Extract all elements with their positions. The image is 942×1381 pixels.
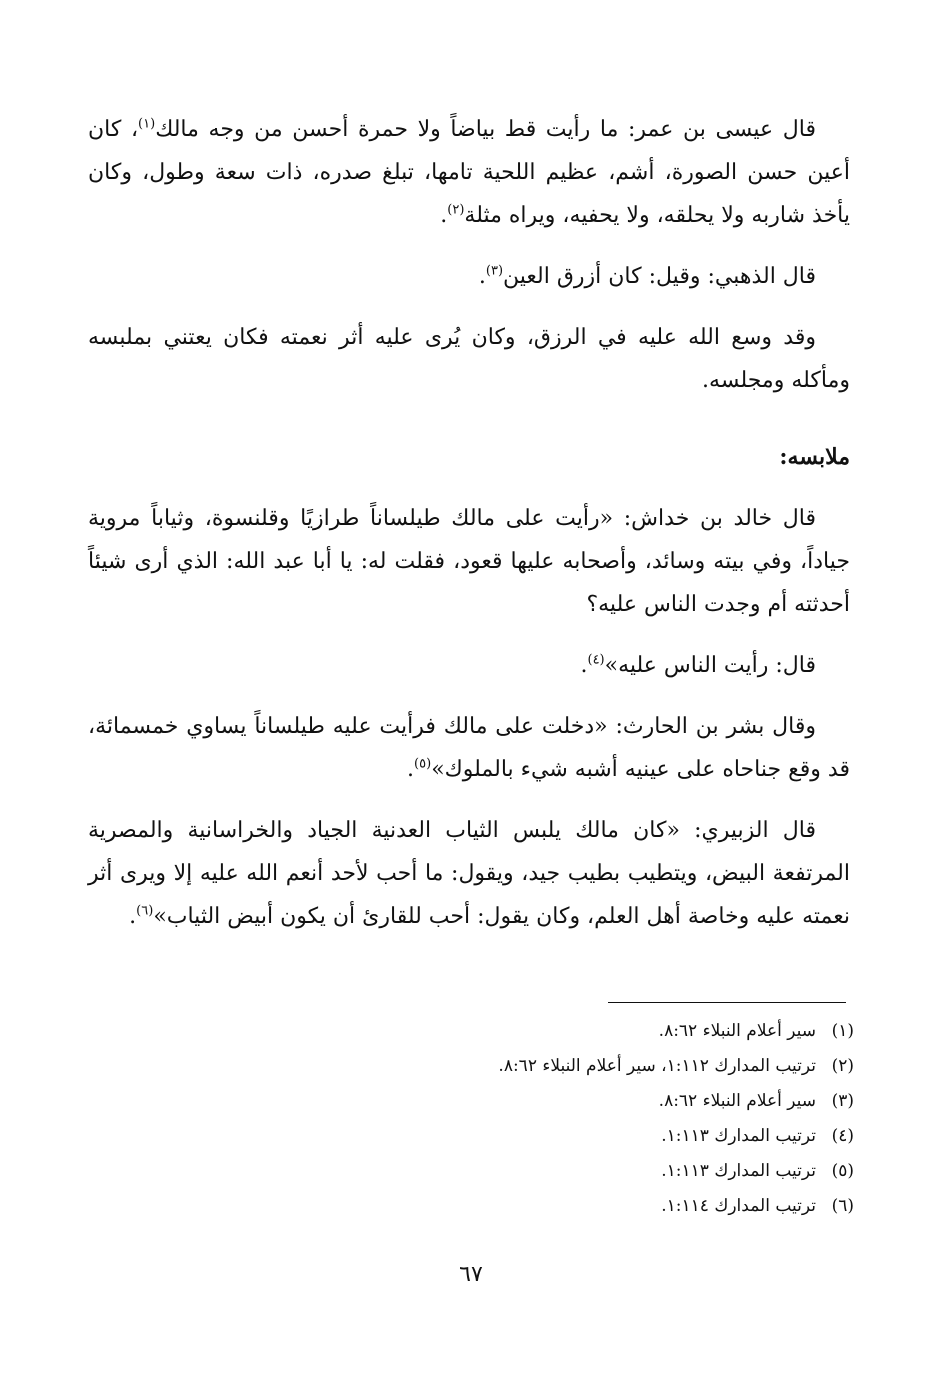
footnote-number: (٤) (831, 1126, 854, 1146)
paragraph-end: . (129, 904, 137, 929)
footnote-item (88, 1084, 854, 1119)
footnote-ref-5: (٥) (414, 756, 432, 772)
paragraph-gap (88, 479, 850, 497)
footnote-number: (٦) (831, 1196, 854, 1216)
paragraph-text: وقال بشر بن الحارث: «دخلت على مالك فرأيت عليه طيلساناً يساوي خمسمائة، قد وقع جناحاه على عينيه أشبه شيء بالملوك» (88, 714, 850, 782)
footnote-text: ترتيب المدارك ١:١١٣. (661, 1126, 816, 1146)
paragraph-reply (88, 644, 850, 687)
footnote-item (88, 1119, 854, 1154)
paragraph-text: ، كان أعين حسن الصورة، أشم، عظيم اللحية تامها، تبلغ صدره، ذات سعة وطول، وكان يأخذ شاربه ولا يحلقه، ولا يحفيه، ويراه مثلة (88, 117, 850, 228)
paragraph-isa-ibn-umar (88, 108, 850, 237)
section-heading-clothing: ملابسه: (779, 444, 850, 470)
footnote-ref-2: (٢) (447, 202, 465, 218)
paragraph-gap (88, 791, 850, 809)
footnote-text: سير أعلام النبلاء ٨:٦٢. (658, 1021, 816, 1041)
paragraph-text: قال: رأيت الناس عليه» (604, 653, 816, 678)
paragraph-provision: وقد وسع الله عليه في الرزق، وكان يُرى عليه أثر نعمته فكان يعتني بملبسه ومأكله ومجلسه. (88, 325, 850, 393)
page-number: ٦٧ (459, 1262, 483, 1287)
footnote-item (88, 1154, 854, 1189)
paragraph-end: . (440, 203, 448, 228)
paragraph-gap (88, 626, 850, 644)
footnote-separator (608, 1002, 846, 1003)
footnote-number: (٥) (831, 1161, 854, 1181)
paragraph-text: قال عيسى بن عمر: ما رأيت قط بياضاً ولا حمرة أحسن من وجه مالك (155, 117, 816, 142)
footnote-ref-1: (١) (138, 116, 156, 132)
paragraph-gap (88, 237, 850, 255)
paragraph-text: قال الذهبي: وقيل: كان أزرق العين (503, 264, 816, 289)
paragraph-dhahabi (88, 255, 850, 298)
paragraph-khalid-ibn-khidash: قال خالد بن خداش: «رأيت على مالك طيلساناً طرازيًا وقلنسوة، وثياباً مروية جياداً، وفي بيته وسائد، وأصحابه عليها قعود، فقلت له: يا أبا عبد الله: الذي أرى شيئاً أحدثته أم وجدت الناس عليه؟ (88, 506, 850, 617)
page-body (88, 108, 850, 938)
footnote-item (88, 1049, 854, 1084)
paragraph-bishr-ibn-al-harith (88, 705, 850, 791)
paragraph-text: قال الزبيري: «كان مالك يلبس الثياب العدنية الجياد والخراسانية والمصرية المرتفعة البيض، ويتطيب بطيب جيد، ويقول: ما أحب لأحد أنعم الله عليه إلا ويرى أثر نعمته عليه وخاصة أهل العلم، وكان يقول: أحب للقارئ أن يكون أبيض الثياب» (88, 818, 850, 929)
footnote-number: (٣) (831, 1091, 854, 1111)
paragraph-zubayri (88, 809, 850, 938)
footnote-item (88, 1014, 854, 1049)
paragraph-gap (88, 298, 850, 316)
footnote-text: سير أعلام النبلاء ٨:٦٢. (658, 1091, 816, 1111)
footnote-text: ترتيب المدارك ١:١١٢، سير أعلام النبلاء ٨:٦٢. (498, 1056, 816, 1076)
footnote-ref-6: (٦) (136, 903, 154, 919)
footnote-number: (١) (831, 1021, 854, 1041)
footnote-item (88, 1189, 854, 1224)
footnote-text: ترتيب المدارك ١:١١٤. (661, 1196, 816, 1216)
footnote-ref-3: (٣) (485, 263, 504, 279)
footnote-text: ترتيب المدارك ١:١١٣. (661, 1161, 816, 1181)
section-gap (88, 402, 850, 436)
footnotes (88, 1014, 854, 1224)
footnote-number: (٢) (831, 1056, 854, 1076)
paragraph-end: . (478, 264, 486, 289)
paragraph-end: . (407, 757, 415, 782)
footnote-ref-4: (٤) (587, 652, 605, 668)
paragraph-gap (88, 687, 850, 705)
paragraph-end: . (580, 653, 588, 678)
